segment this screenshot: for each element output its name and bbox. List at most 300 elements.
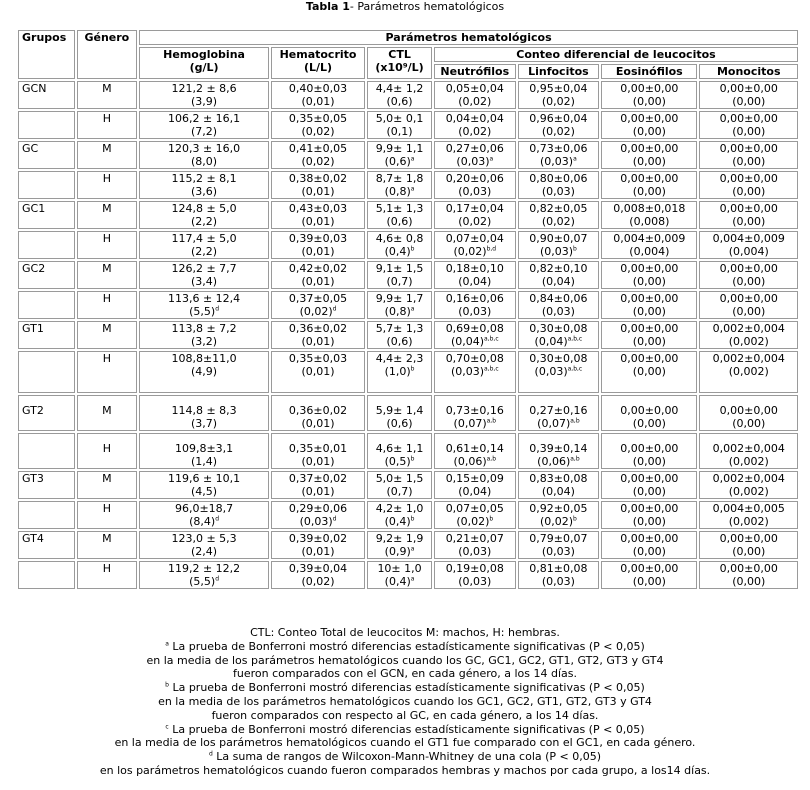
sd-line <box>275 155 361 168</box>
sd-line <box>605 575 693 588</box>
sd-value: (0,02) <box>541 215 575 228</box>
mean-value: 0,79±0,07 <box>529 532 588 545</box>
mean-value: 119,2 ± 12,2 <box>167 562 241 575</box>
footnote-text: La prueba de Bonferroni mostró diferencias estadísticamente significativas (P < 0,05) <box>168 639 645 653</box>
sd-line <box>143 245 265 258</box>
value-cell <box>699 81 798 109</box>
table-row <box>18 395 798 431</box>
table-row <box>18 531 798 559</box>
sd-value: (0,01) <box>301 455 335 468</box>
header-hematocrito <box>271 47 365 79</box>
group-cell <box>18 231 75 259</box>
sd-line <box>703 485 794 498</box>
sd-value: (0,03) <box>534 365 568 378</box>
header-grupos: Grupos <box>18 30 75 79</box>
mean-value: 0,16±0,06 <box>445 292 504 305</box>
value-cell <box>699 261 798 289</box>
value-cell <box>434 351 516 393</box>
sd-line <box>438 335 512 348</box>
gender-cell: H <box>77 231 138 259</box>
sd-value: (0,00) <box>632 545 666 558</box>
mean-value: 0,37±0,02 <box>288 472 348 485</box>
sd-line <box>275 185 361 198</box>
mean-value: 0,05±0,04 <box>445 82 504 95</box>
value-cell <box>139 531 269 559</box>
mean-value: 0,00±0,00 <box>719 172 778 185</box>
header-hemoglobina-unit: (g/L) <box>189 61 219 74</box>
value-cell <box>271 531 365 559</box>
value-cell <box>518 141 600 169</box>
sd-value: (0,8) <box>384 305 411 318</box>
mean-value: 0,39±0,14 <box>529 442 588 455</box>
sd-value: (0,00) <box>632 515 666 528</box>
footnote-line <box>0 736 810 750</box>
value-cell <box>699 351 798 393</box>
sd-line <box>605 155 693 168</box>
sd-value: (0,00) <box>632 305 666 318</box>
value-cell <box>699 433 798 469</box>
sd-value: (0,002) <box>728 335 769 348</box>
sd-line <box>703 245 794 258</box>
header-hemoglobina <box>139 47 269 79</box>
value-cell <box>367 261 432 289</box>
sd-value: (0,03) <box>456 155 490 168</box>
mean-value: 0,83±0,08 <box>529 472 588 485</box>
value-cell <box>367 201 432 229</box>
sd-value: (0,01) <box>301 417 335 430</box>
sd-value: (0,04) <box>458 275 492 288</box>
sd-value: (0,00) <box>732 575 766 588</box>
footnote-line <box>0 723 810 737</box>
value-cell <box>139 471 269 499</box>
mean-value: 4,2± 1,0 <box>375 502 424 515</box>
value-cell <box>699 395 798 431</box>
value-cell <box>271 351 365 393</box>
sd-line <box>143 305 265 318</box>
mean-value: 0,40±0,03 <box>288 82 348 95</box>
sd-value: (1,4) <box>191 455 218 468</box>
sd-value: (0,6) <box>386 335 413 348</box>
table-row <box>18 561 798 589</box>
sd-line <box>371 305 428 318</box>
gender-cell: M <box>77 141 138 169</box>
value-cell <box>601 201 697 229</box>
sd-line <box>371 417 428 430</box>
caption-label: Tabla 1 <box>305 0 350 13</box>
sd-value: (0,02) <box>456 515 490 528</box>
mean-value: 0,00±0,00 <box>620 562 679 575</box>
value-cell <box>699 201 798 229</box>
significance-marker: d <box>215 575 219 583</box>
sd-line <box>438 155 512 168</box>
header-ctl-label: CTL <box>388 48 411 61</box>
table-row <box>18 111 798 139</box>
mean-value: 4,4± 1,2 <box>375 82 424 95</box>
table-row <box>18 351 798 393</box>
sd-value: (0,5) <box>384 455 411 468</box>
value-cell <box>699 501 798 529</box>
gender-cell: M <box>77 531 138 559</box>
sd-value: (0,00) <box>732 417 766 430</box>
sd-line <box>438 485 512 498</box>
value-cell <box>518 321 600 349</box>
sd-value: (8,0) <box>191 155 218 168</box>
mean-value: 0,82±0,10 <box>529 262 588 275</box>
sd-value: (8,4) <box>189 515 216 528</box>
sd-line <box>143 485 265 498</box>
mean-value: 0,00±0,00 <box>620 352 679 365</box>
sd-value: (0,02) <box>541 125 575 138</box>
value-cell <box>434 201 516 229</box>
mean-value: 123,0 ± 5,3 <box>171 532 237 545</box>
mean-value: 119,6 ± 10,1 <box>167 472 241 485</box>
value-cell <box>434 261 516 289</box>
sd-value: (0,6) <box>386 215 413 228</box>
mean-value: 0,004±0,005 <box>712 502 785 515</box>
mean-value: 0,00±0,00 <box>719 82 778 95</box>
value-cell <box>271 471 365 499</box>
sd-value: (4,5) <box>191 485 218 498</box>
footnote-text: La prueba de Bonferroni mostró diferencias estadísticamente significativas (P < 0,05) <box>168 722 645 736</box>
sd-value: (0,03) <box>450 365 485 378</box>
value-cell <box>699 291 798 319</box>
mean-value: 0,81±0,08 <box>529 562 588 575</box>
sd-value: (0,00) <box>632 125 666 138</box>
mean-value: 0,00±0,00 <box>719 262 778 275</box>
mean-value: 0,00±0,00 <box>620 502 679 515</box>
mean-value: 0,00±0,00 <box>719 112 778 125</box>
sd-value: (0,00) <box>732 305 766 318</box>
mean-value: 0,36±0,02 <box>288 322 348 335</box>
footnote-line <box>0 626 810 640</box>
sd-value: (1,0) <box>384 365 411 378</box>
mean-value: 0,95±0,04 <box>529 82 588 95</box>
sd-line <box>605 245 693 258</box>
value-cell <box>434 141 516 169</box>
sd-value: (0,7) <box>386 485 413 498</box>
significance-marker: d <box>332 515 337 523</box>
sd-line <box>605 515 693 528</box>
group-cell: GT2 <box>18 395 75 431</box>
mean-value: 0,00±0,00 <box>620 172 679 185</box>
significance-marker: a,b,c <box>484 335 499 343</box>
mean-value: 120,3 ± 16,0 <box>167 142 241 155</box>
sd-line <box>703 335 794 348</box>
header-monocitos: Monocitos <box>699 64 798 79</box>
significance-marker: a,b <box>570 417 580 425</box>
value-cell <box>367 231 432 259</box>
value-cell <box>139 81 269 109</box>
value-cell <box>367 433 432 469</box>
table-row <box>18 171 798 199</box>
group-cell <box>18 501 75 529</box>
sd-value: (0,00) <box>732 275 766 288</box>
mean-value: 0,00±0,00 <box>620 404 679 417</box>
value-cell <box>434 471 516 499</box>
sd-value: (0,02) <box>301 125 335 138</box>
sd-value: (0,00) <box>632 95 666 108</box>
value-cell <box>518 351 600 393</box>
sd-line <box>275 335 361 348</box>
sd-value: (0,03) <box>458 305 492 318</box>
sd-value: (0,03) <box>539 245 574 258</box>
sd-line <box>703 125 794 138</box>
sd-value: (0,002) <box>728 485 769 498</box>
mean-value: 109,8±3,1 <box>174 442 234 455</box>
mean-value: 0,00±0,00 <box>620 292 679 305</box>
gender-cell: H <box>77 171 138 199</box>
value-cell <box>518 231 600 259</box>
sd-value: (7,2) <box>191 125 218 138</box>
sd-line <box>438 275 512 288</box>
value-cell <box>518 531 600 559</box>
mean-value: 0,00±0,00 <box>719 202 778 215</box>
value-cell <box>271 261 365 289</box>
group-cell: GT3 <box>18 471 75 499</box>
value-cell <box>367 501 432 529</box>
footnote-line <box>0 764 810 778</box>
value-cell <box>434 395 516 431</box>
mean-value: 0,30±0,08 <box>529 322 588 335</box>
table-body <box>18 81 798 589</box>
sd-line <box>522 545 596 558</box>
footnote-text: La suma de rangos de Wilcoxon-Mann-Whitney de una cola (P < 0,05) <box>212 750 602 764</box>
mean-value: 117,4 ± 5,0 <box>171 232 237 245</box>
footnote-line <box>0 681 810 695</box>
header-ctl <box>367 47 432 79</box>
mean-value: 5,7± 1,3 <box>375 322 424 335</box>
value-cell <box>367 81 432 109</box>
header-conteo: Conteo diferencial de leucocitos <box>434 47 798 62</box>
value-cell <box>601 171 697 199</box>
table-row <box>18 81 798 109</box>
table-row <box>18 321 798 349</box>
sd-line <box>275 125 361 138</box>
sd-line <box>605 485 693 498</box>
mean-value: 5,0± 0,1 <box>375 112 424 125</box>
gender-cell: M <box>77 321 138 349</box>
value-cell <box>699 171 798 199</box>
value-cell <box>139 321 269 349</box>
footnote-line <box>0 654 810 668</box>
sd-line <box>438 365 512 378</box>
value-cell <box>271 321 365 349</box>
sd-value: (0,1) <box>386 125 413 138</box>
table-row <box>18 501 798 529</box>
sd-line <box>703 155 794 168</box>
sd-line <box>371 245 428 258</box>
sd-value: (0,01) <box>301 185 335 198</box>
sd-value: (0,008) <box>629 215 670 228</box>
sd-value: (0,002) <box>728 515 769 528</box>
footnote-text: fueron comparados con el GCN, en cada género, a los 14 días. <box>233 667 577 681</box>
value-cell <box>518 81 600 109</box>
mean-value: 0,30±0,08 <box>529 352 588 365</box>
sd-line <box>371 455 428 468</box>
mean-value: 0,70±0,08 <box>445 352 504 365</box>
sd-value: (0,00) <box>632 485 666 498</box>
significance-marker: a <box>410 155 415 163</box>
mean-value: 0,37±0,05 <box>288 292 348 305</box>
value-cell <box>367 561 432 589</box>
sd-value: (0,6) <box>386 95 413 108</box>
sd-value: (0,03) <box>541 305 575 318</box>
footnote-text: en los parámetros hematológicos cuando fueron comparados hembras y machos por cada grupo, a los14 días. <box>99 763 711 777</box>
significance-marker: a,b,c <box>567 335 583 343</box>
value-cell <box>367 395 432 431</box>
sd-line <box>371 575 428 588</box>
sd-value: (0,03) <box>541 545 575 558</box>
sd-value: (2,4) <box>191 545 218 558</box>
mean-value: 0,00±0,00 <box>719 142 778 155</box>
sd-line <box>605 365 693 378</box>
mean-value: 96,0±18,7 <box>174 502 234 515</box>
group-cell: GC2 <box>18 261 75 289</box>
gender-cell: H <box>77 111 138 139</box>
mean-value: 0,39±0,03 <box>288 232 348 245</box>
significance-marker: d <box>332 305 337 313</box>
sd-line <box>522 215 596 228</box>
header-eosinofilos: Eosinófilos <box>601 64 697 79</box>
mean-value: 0,39±0,04 <box>288 562 348 575</box>
sd-value: (0,00) <box>632 155 666 168</box>
sd-line <box>522 305 596 318</box>
mean-value: 8,7± 1,8 <box>375 172 424 185</box>
mean-value: 0,00±0,00 <box>620 262 679 275</box>
sd-line <box>605 417 693 430</box>
mean-value: 0,36±0,02 <box>288 404 348 417</box>
gender-cell: H <box>77 501 138 529</box>
header-hematocrito-label: Hematocrito <box>279 48 357 61</box>
sd-value: (3,9) <box>191 95 218 108</box>
sd-line <box>143 335 265 348</box>
sd-line <box>143 155 265 168</box>
sd-value: (0,02) <box>458 95 492 108</box>
mean-value: 4,6± 0,8 <box>375 232 424 245</box>
mean-value: 0,002±0,004 <box>712 322 785 335</box>
sd-line <box>605 275 693 288</box>
value-cell <box>139 141 269 169</box>
significance-marker: a,b,c <box>567 365 583 373</box>
significance-marker: a,b <box>486 417 497 425</box>
footnote-line <box>0 709 810 723</box>
footnote-line <box>0 750 810 764</box>
mean-value: 0,38±0,02 <box>288 172 348 185</box>
mean-value: 0,21±0,07 <box>445 532 504 545</box>
sd-value: (0,4) <box>384 515 411 528</box>
sd-line <box>143 575 265 588</box>
value-cell <box>699 531 798 559</box>
mean-value: 0,00±0,00 <box>719 404 778 417</box>
value-cell <box>434 111 516 139</box>
value-cell <box>518 201 600 229</box>
value-cell <box>518 395 600 431</box>
mean-value: 5,9± 1,4 <box>375 404 424 417</box>
value-cell <box>601 395 697 431</box>
group-cell: GC1 <box>18 201 75 229</box>
sd-value: (0,01) <box>301 245 335 258</box>
sd-value: (3,6) <box>191 185 218 198</box>
value-cell <box>367 111 432 139</box>
value-cell <box>434 171 516 199</box>
sd-line <box>371 485 428 498</box>
value-cell <box>271 231 365 259</box>
value-cell <box>601 433 697 469</box>
mean-value: 0,00±0,00 <box>620 472 679 485</box>
sd-line <box>275 485 361 498</box>
mean-value: 0,43±0,03 <box>288 202 348 215</box>
significance-marker: d <box>215 515 219 523</box>
sd-line <box>522 365 596 378</box>
sd-value: (0,01) <box>301 545 335 558</box>
table-row <box>18 201 798 229</box>
mean-value: 0,18±0,10 <box>445 262 504 275</box>
header-genero: Género <box>77 30 138 79</box>
sd-value: (0,01) <box>301 335 335 348</box>
gender-cell: M <box>77 201 138 229</box>
mean-value: 0,27±0,06 <box>445 142 504 155</box>
value-cell <box>518 433 600 469</box>
sd-line <box>703 417 794 430</box>
sd-value: (0,00) <box>632 575 666 588</box>
footnote-marker: d <box>208 750 213 758</box>
sd-line <box>275 417 361 430</box>
mean-value: 0,00±0,00 <box>620 532 679 545</box>
value-cell <box>367 471 432 499</box>
value-cell <box>271 501 365 529</box>
sd-value: (0,07) <box>453 417 487 430</box>
header-neutrofilos: Neutrófilos <box>434 64 516 79</box>
sd-line <box>522 155 596 168</box>
mean-value: 0,00±0,00 <box>620 82 679 95</box>
sd-value: (0,8) <box>384 185 411 198</box>
sd-line <box>703 185 794 198</box>
value-cell <box>434 531 516 559</box>
footnote-line <box>0 695 810 709</box>
table-row <box>18 291 798 319</box>
mean-value: 0,004±0,009 <box>613 232 686 245</box>
significance-marker: a <box>410 575 415 583</box>
mean-value: 0,17±0,04 <box>445 202 504 215</box>
value-cell <box>271 81 365 109</box>
group-cell: GCN <box>18 81 75 109</box>
significance-marker: d <box>215 305 219 313</box>
mean-value: 115,2 ± 8,1 <box>171 172 237 185</box>
value-cell <box>699 471 798 499</box>
sd-value: (0,07) <box>537 417 571 430</box>
sd-line <box>371 215 428 228</box>
sd-line <box>522 185 596 198</box>
value-cell <box>367 351 432 393</box>
sd-value: (0,01) <box>301 95 335 108</box>
sd-value: (2,2) <box>191 245 218 258</box>
value-cell <box>367 531 432 559</box>
sd-value: (0,00) <box>632 185 666 198</box>
gender-cell: M <box>77 471 138 499</box>
mean-value: 121,2 ± 8,6 <box>171 82 237 95</box>
sd-line <box>371 545 428 558</box>
sd-value: (0,03) <box>541 575 575 588</box>
significance-marker: b <box>410 245 415 253</box>
value-cell <box>601 261 697 289</box>
sd-value: (0,00) <box>632 335 666 348</box>
mean-value: 0,00±0,00 <box>719 532 778 545</box>
table-row <box>18 471 798 499</box>
gender-cell: H <box>77 291 138 319</box>
gender-cell: H <box>77 351 138 393</box>
sd-value: (0,00) <box>732 155 766 168</box>
sd-line <box>275 305 361 318</box>
